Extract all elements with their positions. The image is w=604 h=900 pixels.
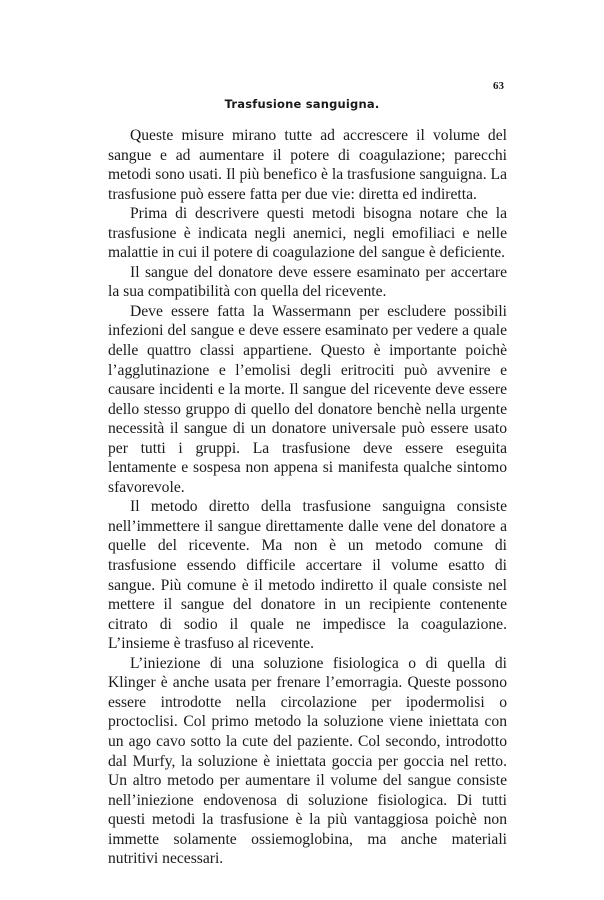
paragraph-2: Prima di descrivere questi metodi bisogna notare che la trasfusione è indicata negli anemici, negli emofiliaci e nelle malattie in cui il potere di coagulazione del sangue è deficiente. <box>108 205 507 262</box>
paragraph-6: L’iniezione di una soluzione fisiologica o di quella di Klinger è anche usata per frenare l’emorragia. Queste possono essere introdotte nella circolazione per ipodermolisi o proctoclisi. Col primo metodo la soluzione viene iniettata con un ago cavo sotto la cute del paziente. Col secondo, introdotto dal Murfy, la soluzione è iniettata goccia per goccia nel retto. Un altro metodo per aumentare il volume del sangue consiste nell’iniezione endovenosa di soluzione fisiologica. Di tutti questi metodi la trasfusione è la più vantaggiosa poichè non immette solamente ossiemoglobina, ma anche materiali nutritivi necessari. <box>108 654 507 868</box>
paragraph-3: Il sangue del donatore deve essere esaminato per accertare la sua compatibilità con quella del ricevente. <box>108 263 507 301</box>
body-text <box>108 126 507 869</box>
page-number: 63 <box>493 80 504 92</box>
paragraph-5: Il metodo diretto della trasfusione sanguigna consiste nell’immettere il sangue direttamente dalle vene del donatore a quelle del ricevente. Ma non è un metodo comune di trasfusione essendo difficile accertare il volume esatto di sangue. Più comune è il metodo indiretto il quale consiste nel mettere il sangue del donatore in un recipiente contenente citrato di sodio il quale ne impedisce la coagulazione. L’insieme è trasfuso al ricevente. <box>108 498 507 653</box>
paragraph-1: Queste misure mirano tutte ad accrescere il volume del sangue e ad aumentare il potere di coagulazione; parecchi metodi sono usati. Il più benefico è la trasfusione sanguigna. La trasfusione può essere fatta per due vie: diretta ed indiretta. <box>108 127 507 203</box>
section-heading: Trasfusione sanguigna. <box>224 97 380 111</box>
paragraph-4: Deve essere fatta la Wassermann per escludere possibili infezioni del sangue e deve essere esaminato per vedere a quale delle quattro classi appartiene. Questo è importante poichè l’agglutinazione e l’emolisi degli eritrociti può avvenire e causare incidenti e la morte. Il sangue del ricevente deve essere dello stesso gruppo di quello del donatore benchè nella urgente necessità il sangue di un donatore universale può essere usato per tutti i gruppi. La trasfusione deve essere eseguita lentamente e sospesa non appena si manifesta qualche sintomo sfavorevole. <box>108 302 507 496</box>
